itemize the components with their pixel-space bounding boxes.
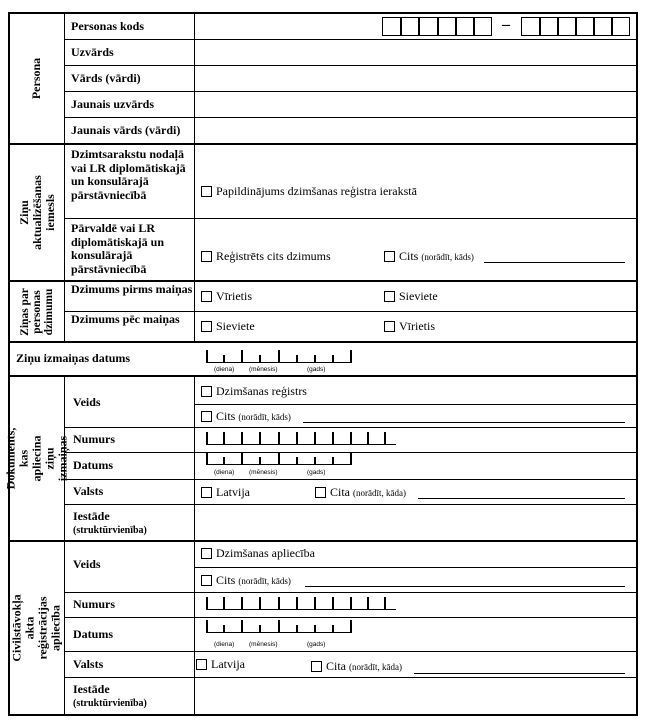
new-surname-label: Jaunais uzvārds bbox=[71, 97, 155, 111]
new-name-field[interactable] bbox=[196, 119, 634, 142]
before-male-label: Vīrietis bbox=[216, 289, 252, 303]
reason-administration-label: Pārvaldē vai LR diplomātiskajā un konsulārajā pārstāvniecībā bbox=[71, 221, 165, 276]
gender-before-label: Dzimums pirms maiņas bbox=[71, 282, 193, 296]
doc-other-country-input[interactable] bbox=[418, 498, 625, 499]
cert-date-year-caption: (gads) bbox=[307, 641, 326, 648]
doc-other-checkbox[interactable] bbox=[201, 411, 212, 422]
personal-code-dash: – bbox=[502, 16, 510, 33]
cert-date-label: Datums bbox=[73, 627, 114, 641]
cert-institution-field[interactable] bbox=[196, 679, 634, 713]
other-gender-option-label: Reģistrēts cits dzimums bbox=[216, 249, 331, 263]
doc-other-country-checkbox[interactable] bbox=[315, 487, 326, 498]
surname-label: Uzvārds bbox=[71, 45, 114, 59]
section-certificate: Civilstāvokļa akta reģistrācijas apliecība bbox=[10, 594, 63, 662]
doc-birth-register-label: Dzimšanas reģistrs bbox=[216, 384, 307, 398]
section-update-reason: Ziņu aktualizēšanas iemesls bbox=[16, 175, 57, 250]
after-male-checkbox[interactable] bbox=[384, 321, 395, 332]
doc-type-label: Veids bbox=[73, 395, 101, 409]
gender-after-label: Dzimums pēc maiņas bbox=[71, 312, 180, 326]
doc-date-day-caption: (diena) bbox=[214, 469, 235, 476]
doc-birth-register-checkbox[interactable] bbox=[201, 386, 212, 397]
cert-date-day-caption: (diena) bbox=[214, 641, 235, 648]
cert-country-label: Valsts bbox=[73, 657, 104, 671]
cert-institution-label: Iestāde (struktūrvienība) bbox=[73, 682, 147, 709]
doc-date-month-caption: (mēnesis) bbox=[249, 469, 278, 476]
name-field[interactable] bbox=[196, 67, 634, 90]
reason-other-label: Cits (norādīt, kāds) bbox=[399, 249, 474, 263]
name-label: Vārds (vārdi) bbox=[71, 71, 141, 85]
cert-other-country-input[interactable] bbox=[414, 673, 625, 674]
change-date-label: Ziņu izmaiņas datums bbox=[16, 351, 131, 365]
doc-number-label: Numurs bbox=[73, 432, 116, 446]
doc-latvia-label: Latvija bbox=[216, 485, 250, 499]
doc-country-label: Valsts bbox=[73, 484, 104, 498]
cert-number-label: Numurs bbox=[73, 597, 116, 611]
reason-other-checkbox[interactable] bbox=[384, 251, 395, 262]
cert-latvia-label: Latvija bbox=[211, 657, 245, 671]
other-gender-checkbox[interactable] bbox=[201, 251, 212, 262]
doc-other-label: Cits (norādīt, kāds) bbox=[216, 409, 291, 423]
new-name-label: Jaunais vārds (vārdi) bbox=[71, 123, 181, 137]
change-date-year-caption: (gads) bbox=[307, 366, 326, 373]
after-male-label: Vīrietis bbox=[399, 319, 435, 333]
before-male-checkbox[interactable] bbox=[201, 291, 212, 302]
cert-birth-certificate-label: Dzimšanas apliecība bbox=[216, 546, 315, 560]
supplement-option-label: Papildinājums dzimšanas reģistra ierakstā bbox=[216, 184, 417, 198]
surname-field[interactable] bbox=[196, 41, 634, 64]
doc-other-input[interactable] bbox=[303, 422, 625, 423]
cert-birth-certificate-checkbox[interactable] bbox=[201, 548, 212, 559]
cert-other-input[interactable] bbox=[305, 586, 625, 587]
new-surname-field[interactable] bbox=[196, 93, 634, 116]
section-document: Dokuments, kas apliecina ziņu izmaiņas bbox=[3, 427, 70, 490]
change-date-month-caption: (mēnesis) bbox=[249, 366, 278, 373]
cert-latvia-checkbox[interactable] bbox=[196, 659, 207, 670]
before-female-checkbox[interactable] bbox=[384, 291, 395, 302]
reason-other-input[interactable] bbox=[484, 262, 625, 263]
cert-date-month-caption: (mēnesis) bbox=[249, 641, 278, 648]
doc-institution-field[interactable] bbox=[196, 506, 634, 539]
cert-other-country-label: Cita (norādīt, kāda) bbox=[326, 659, 402, 673]
after-female-label: Sieviete bbox=[216, 319, 255, 333]
change-date-day-caption: (diena) bbox=[214, 366, 235, 373]
section-gender-info: Ziņas par personas dzimumu bbox=[19, 287, 55, 336]
cert-other-country-checkbox[interactable] bbox=[311, 661, 322, 672]
doc-latvia-checkbox[interactable] bbox=[201, 487, 212, 498]
doc-other-country-label: Cita (norādīt, kāda) bbox=[330, 485, 406, 499]
after-female-checkbox[interactable] bbox=[201, 321, 212, 332]
supplement-checkbox[interactable] bbox=[201, 186, 212, 197]
doc-institution-label: Iestāde (struktūrvienība) bbox=[73, 509, 147, 536]
before-female-label: Sieviete bbox=[399, 289, 438, 303]
doc-date-year-caption: (gads) bbox=[307, 469, 326, 476]
reason-registry-label: Dzimtsarakstu nodaļā vai LR diplomātiskajā un konsulārajā pārstāvniecībā bbox=[71, 147, 186, 202]
personal-code-label: Personas kods bbox=[71, 19, 145, 33]
cert-type-label: Veids bbox=[73, 557, 101, 571]
cert-other-label: Cits (norādīt, kāds) bbox=[216, 573, 291, 587]
doc-date-label: Datums bbox=[73, 458, 114, 472]
cert-other-checkbox[interactable] bbox=[201, 575, 212, 586]
section-persona: Persona bbox=[29, 57, 44, 100]
